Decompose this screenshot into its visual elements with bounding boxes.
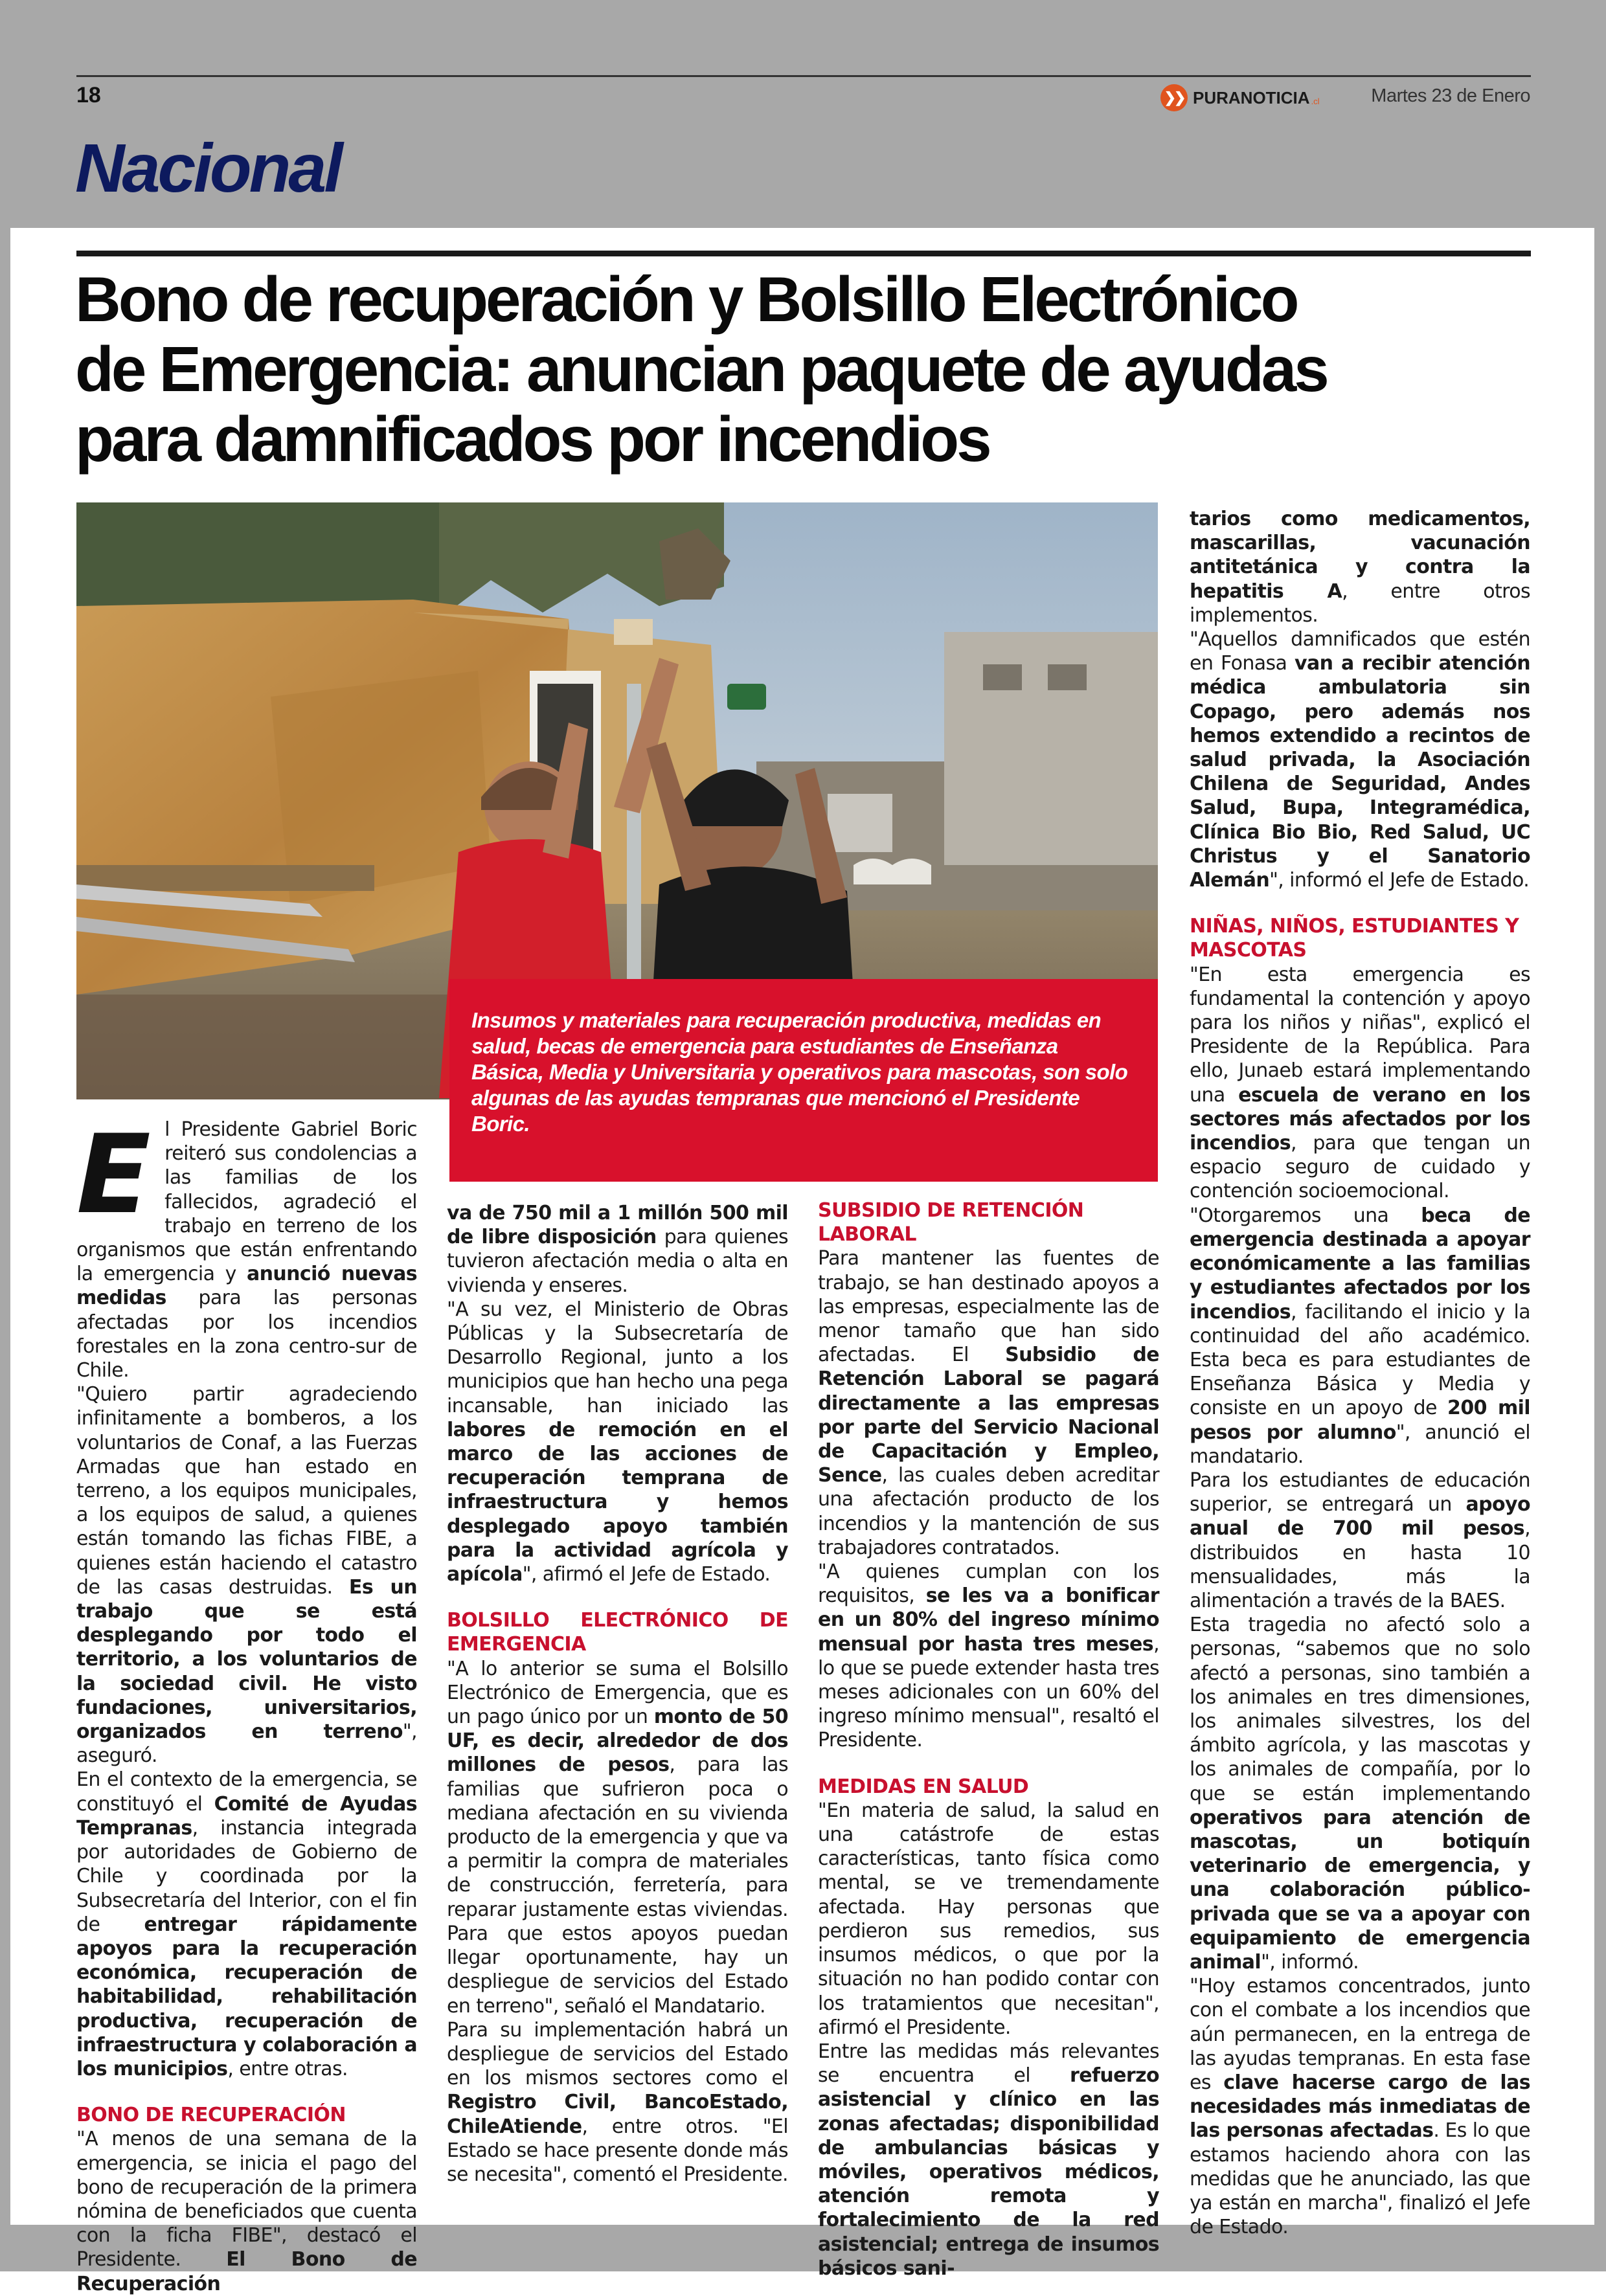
subheading-bono: BONO DE RECUPERACIÓN	[76, 2104, 346, 2127]
article-headline	[75, 264, 1552, 474]
text-run: ", aseguró.	[76, 1720, 417, 1768]
bold-run: Es un trabajo que se está desplegando por todo el territorio, a los voluntarios de la sociedad civil. He visto fundaciones, universitarios, organizados en terreno	[76, 1575, 417, 1744]
text-run: para quienes tuvieron afectación media o alta en vivienda y enseres.	[447, 1226, 788, 1297]
text-run: ", anunció el mandatario.	[1190, 1421, 1530, 1468]
paragraph	[1190, 627, 1530, 892]
text-run: ", informó el Jefe de Estado.	[1269, 869, 1530, 892]
bold-run: Subsidio de Retención Laboral se pagará directamente a las empresas por parte del Servicio Nacional de Capacitación y Empleo, Sence	[818, 1344, 1159, 1487]
dropcap: E	[76, 1111, 151, 1238]
issue-date: Martes 23 de Enero	[1371, 85, 1530, 106]
paragraph	[76, 2127, 417, 2295]
paragraph	[1190, 1613, 1530, 1974]
brand-chevrons-icon: ❯❯	[1160, 84, 1188, 111]
text-run: para las personas afectadas por los incendios forestales en la zona centro-sur de Chile.	[76, 1287, 417, 1382]
bold-run: operativos para atención de mascotas, un botiquín veterinario de emergencia, y una colaboración público-privada que se va a apoyar con equipamiento de emergencia animal	[1190, 1806, 1530, 1974]
text-run: "En materia de salud, la salud en una catástrofe de estas características, tanto física como mental, se ve tremendamente afectada. Hay personas que perdieron sus remedios, sus insumos médicos, o que por la situación no han podido contar con los tratamientos que necesitan", afirmó el Presidente.	[818, 1799, 1159, 2039]
bold-run: 200 mil pesos por alumno	[1190, 1397, 1530, 1444]
text-run: "Quiero partir agradeciendo infinitamente a bomberos, a los voluntarios de Conaf, a las Fuerzas Armadas que han estado en terreno, a los equipos municipales, a los equipos de salud, a quienes están tomando las fichas FIBE, a quienes están haciendo el catastro de las casas destruidas.	[76, 1383, 417, 1599]
text-run: "A su vez, el Ministerio de Obras Públicas y la Subsecretaría de Desarrollo Regional, junto a los municipios que han hecho una pega incansable, han iniciado las	[447, 1298, 788, 1417]
headline-line-3: para damnificados por incendios	[75, 403, 990, 475]
brand-tld: .cl	[1311, 96, 1320, 106]
photo-caption: Insumos y materiales para recuperación productiva, medidas en salud, becas de emergencia para estudiantes de Enseñanza Básica, Media y Universitaria y operativos para mascotas, son solo algunas de las ayudas tempranas que mencionó el Presidente Boric.	[471, 1008, 1128, 1136]
text-run: , las cuales deben acreditar una afectación producto de los incendios y la mantención de sus trabajadores contratados.	[818, 1464, 1159, 1559]
bold-run: tarios como medicamentos, mascarillas, vacunación antitetánica y contra la hepatitis A	[1190, 508, 1530, 603]
paragraph	[447, 2018, 788, 2187]
text-run: "A lo anterior se suma el Bolsillo Electrónico de Emergencia, que es un pago único por un	[447, 1657, 788, 1729]
header-rule	[76, 75, 1531, 77]
column-4	[1190, 507, 1530, 2239]
brand-name: PURANOTICIA	[1193, 87, 1310, 107]
bold-run: refuerzo asistencial y clínico en las zonas afectadas; disponibilidad de ambulancias básicas y móviles, operativos médicos, atención remota y fortalecimiento de la red asistencial; entrega de insumos básicos sani-	[818, 2064, 1159, 2280]
text-run: ", informó.	[1261, 1950, 1359, 1974]
paragraph	[818, 2040, 1159, 2280]
headline-line-1: Bono de recuperación y Bolsillo Electrónico	[75, 264, 1297, 335]
paragraph	[76, 1382, 417, 1768]
paragraph	[1190, 1204, 1530, 1469]
headline-rule	[76, 251, 1531, 256]
bold-run: Comité de Ayudas Tempranas	[76, 1792, 417, 1840]
text-run: "Hoy estamos concentrados, junto con el combate a los incendios que aún permanecen, en la entrega de las ayudas tempranas. En esta fase es	[1190, 1975, 1530, 2094]
text-run: Para su implementación habrá un despliegue de servicios del Estado en los mismos sectores como el	[447, 2018, 788, 2090]
bold-run: va de 750 mil a 1 millón 500 mil de libre disposición	[447, 1202, 788, 1249]
bold-run: monto de 50 UF, es decir, alrededor de dos millones de pesos	[447, 1705, 788, 1777]
text-run: , lo que se puede extender hasta tres meses adicionales con un 60% del ingreso mínimo mensual", resaltó el Presidente.	[818, 1632, 1159, 1752]
text-run: , entre otras.	[227, 2057, 348, 2080]
section-title: Nacional	[75, 130, 341, 207]
text-run: Esta tragedia no afectó solo a personas, “sabemos que no solo afectó a personas, sino también a los animales en tres dimensiones, los animales silvestres, los del ámbito agrícola, y las mascotas y los animales de compañía, por lo que se están implementando	[1190, 1614, 1530, 1805]
paragraph	[1190, 963, 1530, 1204]
bold-run: van a recibir atención médica ambulatoria sin Copago, pero además nos hemos extendido a recintos de salud privada, la Asociación Chilena de Seguridad, Andes Salud, Bupa, Integramédica, Clínica Bio Bio, Red Salud, UC Christus y el Sanatorio Alemán	[1190, 652, 1530, 892]
paragraph	[818, 1246, 1159, 1560]
paragraph	[447, 1298, 788, 1586]
text-run: Para los estudiantes de educación superior, se entregará un	[1190, 1469, 1530, 1516]
column-2	[447, 1201, 788, 2187]
bold-run: entregar rápidamente apoyos para la recuperación económica, recuperación de habitabilidad, rehabilitación productiva, recuperación de infraestructura y colaboración a los municipios	[76, 1913, 417, 2080]
bold-run: clave hacerse cargo de las necesidades más inmediatas de las personas afectadas	[1190, 2071, 1531, 2143]
text-run: . Es lo que estamos haciendo ahora con las medidas que he anunciado, las que ya están en marcha", finalizó el Jefe de Estado.	[1190, 2119, 1530, 2239]
bold-run: El Bono de Recuperación	[76, 2248, 417, 2295]
text-run: Para mantener las fuentes de trabajo, se han destinado apoyos a las empresas, especialmente las de menor tamaño que han sido afectadas. El	[818, 1247, 1159, 1367]
bold-run: apoyo anual de 700 mil pesos	[1190, 1493, 1530, 1540]
headline-line-2: de Emergencia: anuncian paquete de ayudas	[75, 333, 1327, 405]
text-run: Entre las medidas más relevantes se encuentra el	[818, 2040, 1159, 2088]
bold-run: beca de emergencia destinada a apoyar económicamente a las familias y estudiantes afectados por los incendios	[1190, 1204, 1530, 1323]
right-gray-border	[1594, 228, 1606, 2261]
text-run: l Presidente Gabriel Boric reiteró sus condolencias a las familias de los fallecidos, agradeció el trabajo en terreno de los organismos que están enfrentando la emergencia y	[76, 1118, 417, 1286]
text-run: "En esta emergencia es fundamental la contención y apoyo para los niños y niñas", explicó el Presidente de la República. Para ello, Junaeb estará implementando una	[1190, 963, 1530, 1107]
text-run: "A quienes cumplan con los requisitos,	[818, 1560, 1159, 1608]
subheading-salud: MEDIDAS EN SALUD	[818, 1775, 1029, 1798]
text-run: , facilitando el inicio y la continuidad del año académico. Esta beca es para estudiantes de Enseñanza Básica y Media y consiste en un apoyo de	[1190, 1300, 1530, 1420]
text-run: "Aquellos damnificados que estén en Fonasa	[1190, 628, 1530, 675]
text-run: En el contexto de la emergencia, se constituyó el	[76, 1768, 417, 1816]
paragraph	[1190, 1974, 1530, 2239]
text-run: , entre otros. "El Estado se hace presente donde más se necesita", comentó el Presidente.	[447, 2115, 788, 2186]
paragraph	[76, 1768, 417, 2081]
photo-caption-box	[449, 979, 1158, 1182]
brand-logo[interactable]	[1160, 84, 1320, 111]
paragraph	[1190, 507, 1530, 627]
bold-run: anunció nuevas medidas	[76, 1263, 417, 1310]
paragraph	[818, 1799, 1159, 2040]
subheading-subsidio: SUBSIDIO DE RETENCIÓN LABORAL	[818, 1199, 1084, 1246]
left-gray-border	[0, 228, 10, 2261]
paragraph	[818, 1560, 1159, 1753]
paragraph	[1190, 1469, 1530, 1613]
text-run: "Otorgaremos una	[1190, 1204, 1421, 1227]
text-run: , entre otros implementos.	[1190, 580, 1530, 627]
text-run: , para las familias que sufrieron poca o mediana afectación en su vivienda producto de la emergencia y que va a permitir la compra de materiales de construcción, ferretería, para reparar justamente estas viviendas. Para que estos apoyos puedan llegar oportunamente, hay un despliegue de servicios del Estado en terreno", señaló el Mandatario.	[447, 1753, 789, 2018]
text-run: "A menos de una semana de la emergencia, se inicia el pago del bono de recuperación de la primera nómina de beneficiados que cuenta con la ficha FIBE", destacó el Presidente.	[76, 2128, 417, 2271]
subheading-ninos: NIÑAS, NIÑOS, ESTUDIANTES Y MASCOTAS	[1190, 915, 1519, 962]
bold-run: labores de remoción en el marco de las acciones de recuperación temprana de infraestructura y hemos desplegado apoyo también para la actividad agrícola y apícola	[447, 1418, 788, 1586]
bold-run: se les va a bonificar en un 80% del ingreso mínimo mensual por hasta tres meses	[818, 1584, 1160, 1656]
bold-run: escuela de verano en los sectores más afectados por los incendios	[1190, 1083, 1530, 1155]
paragraph	[447, 1657, 788, 2018]
text-run: , para que tengan un espacio seguro de cuidado y contención socioemocional.	[1190, 1132, 1530, 1203]
column-1	[76, 1111, 417, 2296]
page-number: 18	[76, 83, 101, 107]
column-3	[818, 1199, 1159, 2280]
subheading-bolsillo: BOLSILLO ELECTRÓNICO DE EMERGENCIA	[447, 1609, 788, 1656]
text-run: , distribuidos en hasta 10 mensualidades, más la alimentación a través de la BAES.	[1190, 1517, 1530, 1612]
text-run: , instancia integrada por autoridades de Gobierno de Chile y coordinada por la Subsecretaría del Interior, con el fin de	[76, 1816, 417, 1936]
text-run: ", afirmó el Jefe de Estado.	[522, 1563, 771, 1586]
bold-run: Registro Civil, BancoEstado, ChileAtiende	[447, 2091, 788, 2138]
paragraph	[447, 1201, 788, 1298]
